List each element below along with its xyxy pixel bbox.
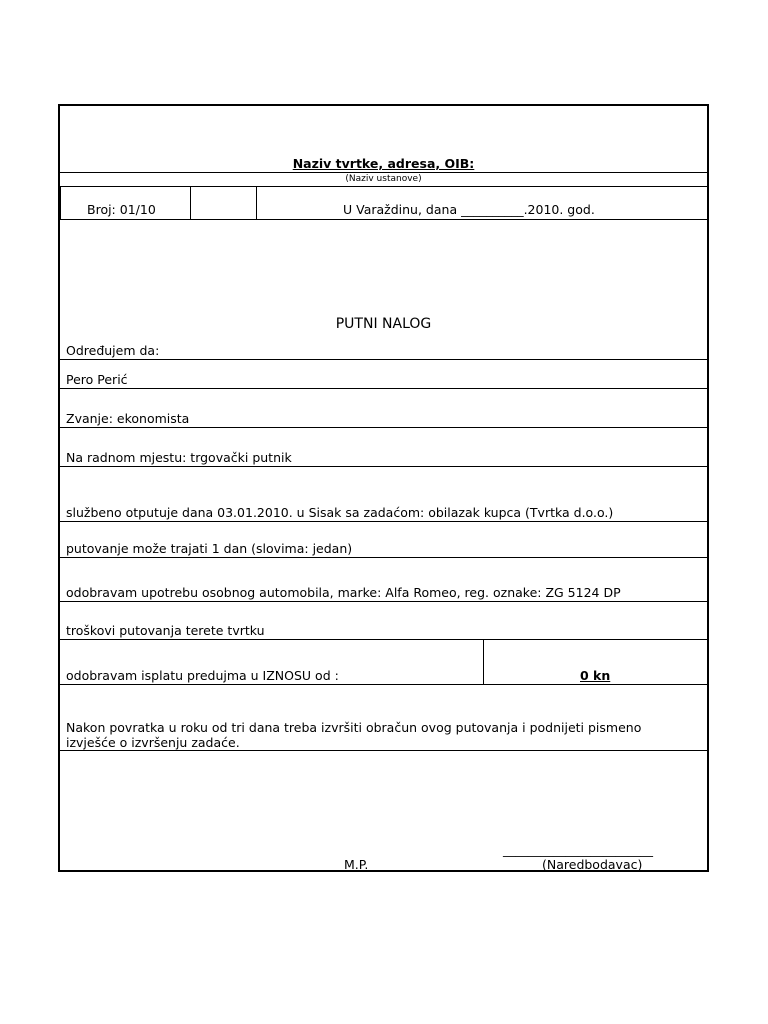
signature-line: ________________________ [503, 842, 653, 857]
employee-title: Zvanje: ekonomista [66, 411, 190, 426]
number-box [60, 186, 191, 220]
divider [60, 219, 707, 220]
divider [60, 639, 707, 640]
divider [60, 557, 707, 558]
stamp-label: M.P. [344, 857, 369, 872]
place-date-box [256, 186, 709, 220]
divider [60, 172, 707, 173]
employee-position: Na radnom mjestu: trgovački putnik [66, 450, 292, 465]
advance-label: odobravam isplatu predujma u IZNOSU od : [66, 668, 339, 683]
intro-text: Određujem da: [66, 343, 160, 358]
employee-name: Pero Perić [66, 372, 128, 387]
divider [60, 601, 707, 602]
place-date: U Varaždinu, dana __________.2010. god. [343, 202, 595, 217]
document-title: PUTNI NALOG [335, 316, 432, 332]
travel-duration: putovanje može trajati 1 dan (slovima: jedan) [66, 541, 353, 556]
divider [60, 388, 707, 389]
vehicle-approval: odobravam upotrebu osobnog automobila, marke: Alfa Romeo, reg. oznake: ZG 5124 DP [66, 585, 621, 600]
company-line: Naziv tvrtke, adresa, OIB: [292, 156, 475, 171]
divider [60, 684, 707, 685]
advance-amount: 0 kn [580, 668, 611, 683]
document-number: Broj: 01/10 [87, 202, 156, 217]
travel-costs: troškovi putovanja terete tvrtku [66, 623, 265, 638]
divider [60, 427, 707, 428]
divider [60, 521, 707, 522]
travel-order-form [58, 104, 709, 872]
travel-details: službeno otputuje dana 03.01.2010. u Sisak sa zadaćom: obilazak kupca (Tvrtka d.o.o.) [66, 505, 614, 520]
divider [60, 750, 707, 751]
divider [483, 639, 484, 684]
institution-label: (Naziv ustanove) [345, 174, 422, 184]
divider [60, 359, 707, 360]
signer-label: (Naredbodavac) [542, 857, 643, 872]
report-note: Nakon povratka u roku od tri dana treba izvršiti obračun ovog putovanja i podnijeti pismeno izvješće o izvršenju zadaće. [66, 720, 642, 750]
divider [60, 466, 707, 467]
